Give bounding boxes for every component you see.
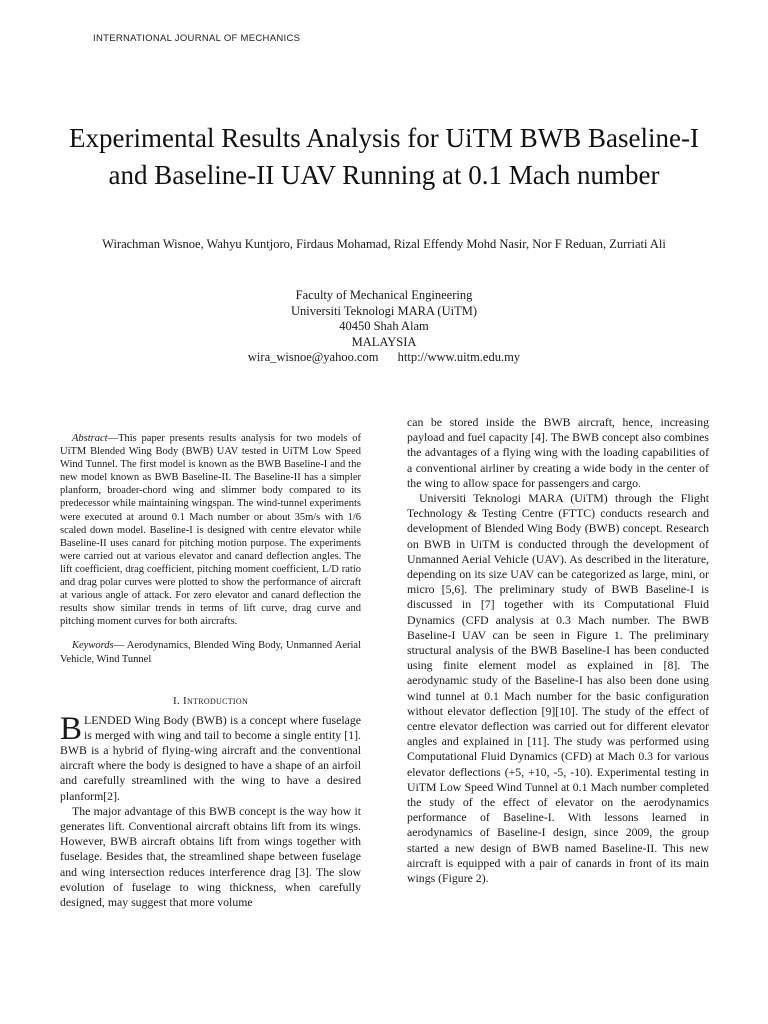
affiliation-block	[90, 288, 678, 366]
paper-title: Experimental Results Analysis for UiTM BWB Baseline-I and Baseline-II UAV Running at 0.1 Mach number	[69, 123, 699, 190]
abstract-text: —This paper presents results analysis for two models of UiTM Blended Wing Body (BWB) UAV tested in UiTM Low Speed Wind Tunnel. The first model is known as the BWB Baseline-I and the new model known as BWB Baseline-II. The Baseline-II has a simpler planform, broader-chord wing and slimmer body compared to its predecessor while maintaining wingspan. The wind-tunnel experiments were executed at around 0.1 Mach number or about 35m/s with 1/6 scaled down model. Baseline-I is designed with centre elevator while Baseline-II uses canard for pitching motion purpose. The experiments were carried out at various elevator and canard deflection angles. The lift coefficient, drag coefficient, pitching moment coefficient, L/D ratio and drag polar curves were plotted to show the performance of aircraft at various angle of attack. For zero elevator and canard deflection the results show similar trends in terms of lift curve, drag curve and pitching moment curves for both aircrafts.	[60, 433, 361, 628]
keywords	[60, 639, 361, 665]
university-url: http://www.uitm.edu.my	[397, 350, 521, 364]
author-email: wira_wisnoe@yahoo.com	[247, 350, 379, 364]
left-column	[60, 432, 361, 910]
abstract	[60, 432, 361, 628]
keywords-label: Keywords	[72, 640, 114, 652]
journal-header: INTERNATIONAL JOURNAL OF MECHANICS	[93, 33, 301, 44]
intro-paragraph-1-text: LENDED Wing Body (BWB) is a concept where fuselage is merged with wing and tail to become a single entity [1]. BWB is a hybrid of flying-wing aircraft and the conventional aircraft where the body is designed to have a shape of an airfoil and carefully streamlined with the wing to have a desired planform[2].	[60, 712, 361, 803]
right-column	[407, 415, 709, 886]
contact-line	[90, 350, 678, 366]
affiliation-country: MALAYSIA	[351, 334, 417, 349]
right-paragraph-2: Universiti Teknologi MARA (UiTM) through the Flight Technology & Testing Centre (FTTC) conducts research and development of Blended Wing Body (BWB) concept. Research on BWB in UiTM is conducted through the development of Unmanned Aerial Vehicle (UAV). As described in the literature, depending on its size UAV can be categorized as large, mini, or micro [5,6]. The preliminary study of BWB Baseline-I is discussed in [7] together with its Computational Fluid Dynamics (CFD analysis at 0.3 Mach number. The BWB Baseline-I UAV can be seen in Figure 1. The preliminary structural analysis of the BWB Baseline-I has been conducted using finite element model as explained in [8]. The aerodynamic study of the Baseline-I has also been done using wind tunnel at 0.1 Mach number for the basic configuration without elevator deflection [9][10]. The study of the effect of centre elevator deflection was carried out for different elevator angles and explained in [11]. The study was performed using Computational Fluid Dynamics (CFD) at Mach 0.3 for various elevator deflections (+5, +10, -5, -10). Experimental testing in UiTM Low Speed Wind Tunnel at 0.1 Mach number completed the study of the effect of elevator on the aerodynamics performance of Baseline-I. With lessons learned in aerodynamics of Baseline-I design, since 2009, the group started a new design of BWB named Baseline-II. This new aircraft is equipped with a pair of canards in front of its main wings (Figure 2).	[407, 491, 709, 886]
drop-cap: B	[60, 710, 83, 747]
intro-paragraph-2: The major advantage of this BWB concept is the way how it generates lift. Conventional aircraft obtains lift from its wings. However, BWB aircraft obtains lift from wings together with fuselage. Besides that, the streamlined shape between fuselage and wing intersection reduces interference drag [3]. The slow evolution of fuselage to wing thickness, when carefully designed, may suggest that more volume	[60, 803, 361, 910]
affiliation-university: Universiti Teknologi MARA (UiTM)	[290, 303, 478, 318]
section-heading-introduction: I. Introduction	[172, 694, 249, 707]
keywords-text: — Aerodynamics, Blended Wing Body, Unmanned Aerial Vehicle, Wind Tunnel	[60, 640, 361, 665]
right-paragraph-1: can be stored inside the BWB aircraft, hence, increasing payload and fuel capacity [4]. The BWB concept also combines the advantages of a flying wing with the loading capabilities of a conventional airliner by creating a wide body in the center of the wing to allow space for passengers and cargo.	[407, 415, 709, 490]
affiliation-city: 40450 Shah Alam	[339, 319, 429, 333]
author-list: Wirachman Wisnoe, Wahyu Kuntjoro, Firdaus Mohamad, Rizal Effendy Mohd Nasir, Nor F Reduan, Zurriati Ali	[102, 237, 666, 251]
abstract-label: Abstract	[72, 433, 108, 444]
intro-paragraph-1	[60, 710, 361, 804]
affiliation-faculty: Faculty of Mechanical Engineering	[295, 288, 473, 302]
